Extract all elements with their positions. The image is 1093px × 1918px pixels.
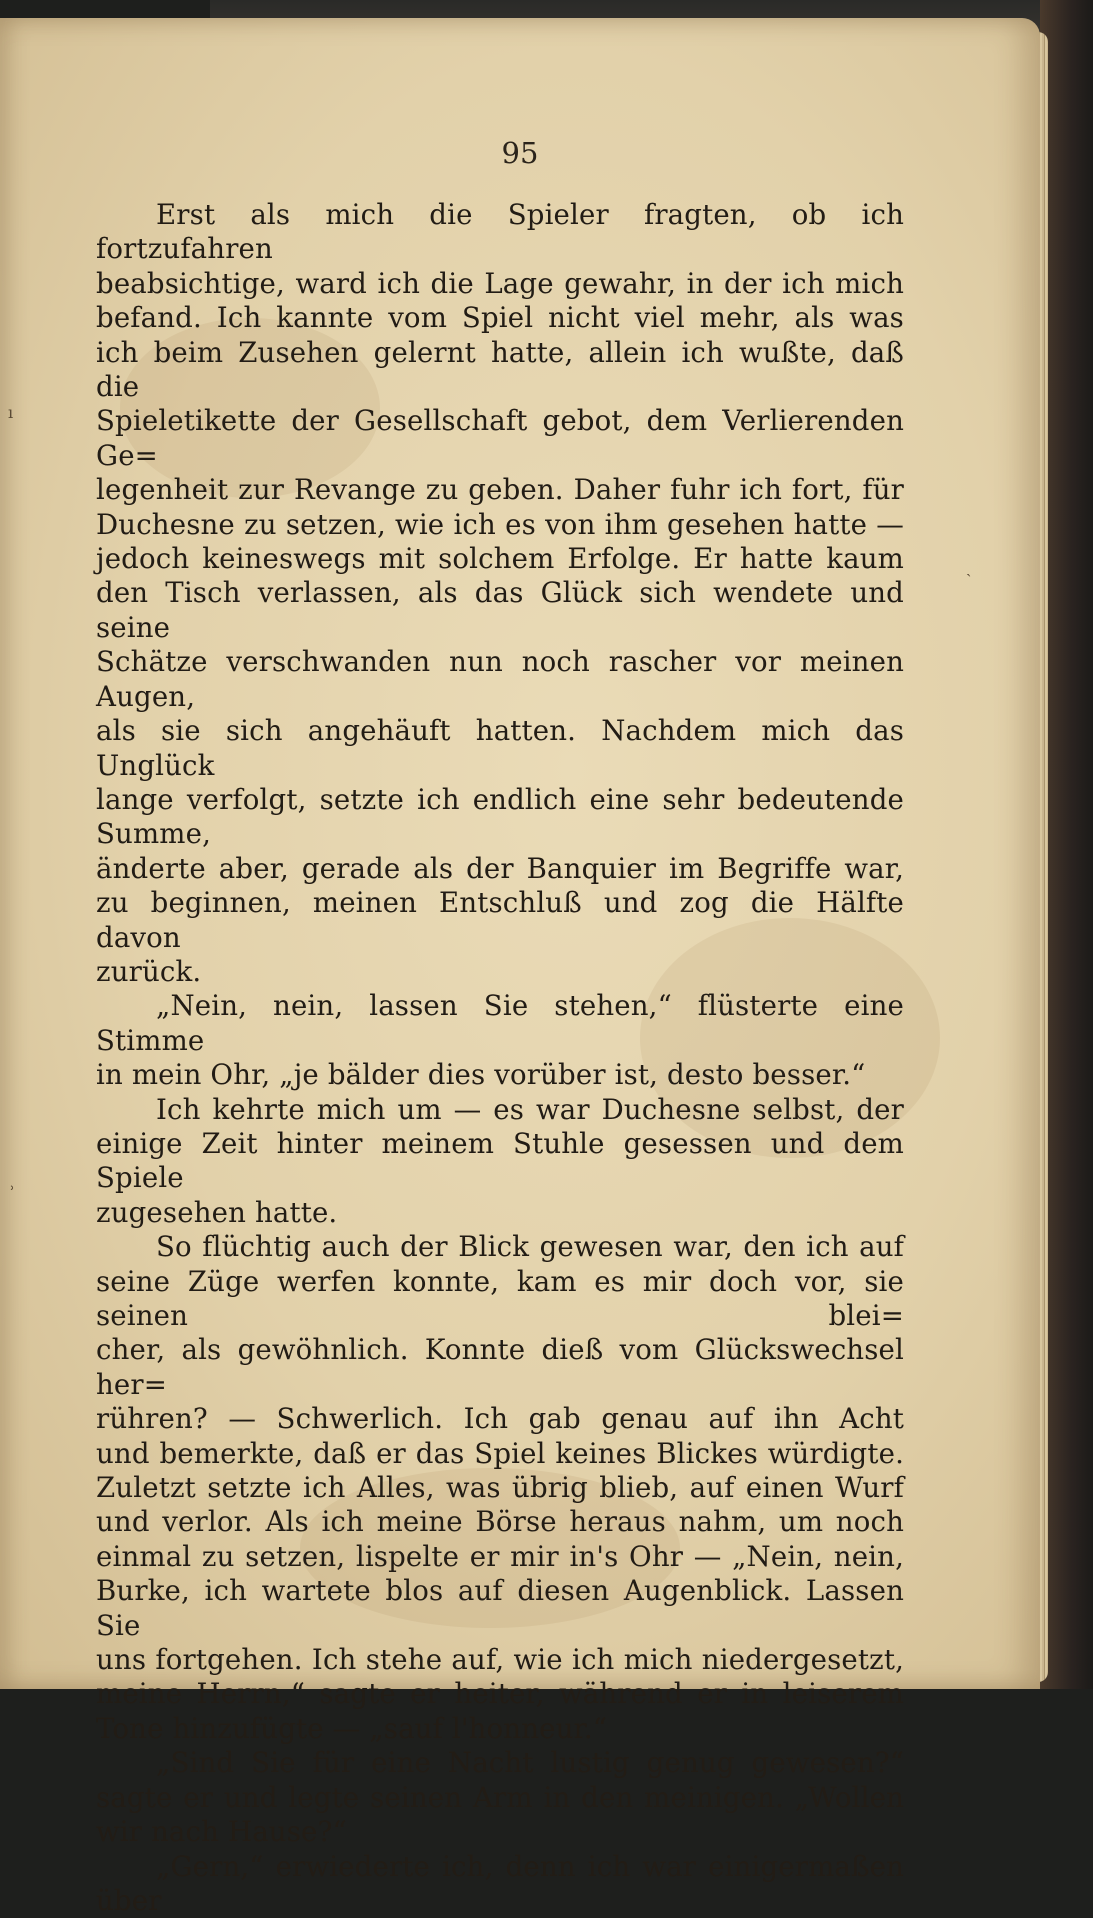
text-line: einige Zeit hinter meinem Stuhle gesessen und dem Spiele: [96, 1127, 904, 1196]
text-line: uns fortgehen. Ich stehe auf, wie ich mich niedergesetzt,: [96, 1643, 904, 1677]
text-line: einmal zu setzen, lispelte er mir in's Ohr — „Nein, nein,: [96, 1540, 904, 1574]
text-line: Duchesne zu setzen, wie ich es von ihm gesehen hatte —: [96, 508, 904, 542]
margin-mark: ʾ: [10, 1183, 15, 1202]
page-number: 95: [0, 136, 1040, 170]
text-line: meine Herrn,“ sagte er heiter, während er in leiserem: [96, 1677, 904, 1711]
text-line: änderte aber, gerade als der Banquier im Begriffe war,: [96, 852, 904, 886]
text-line: Tone hinzufügte — „sauf l'honneur.“: [96, 1712, 904, 1746]
text-line: den Tisch verlassen, als das Glück sich wendete und seine: [96, 576, 904, 645]
text-line: als sie sich angehäuft hatten. Nachdem mich das Unglück: [96, 714, 904, 783]
text-line: wir nach Hause?“: [96, 1815, 904, 1849]
text-line: zu beginnen, meinen Entschluß und zog die Hälfte davon: [96, 886, 904, 955]
text-line: Ich kehrte mich um — es war Duchesne selbst, der: [96, 1093, 904, 1127]
margin-mark: ı: [8, 403, 13, 422]
text-line: So flüchtig auch der Blick gewesen war, den ich auf: [96, 1230, 904, 1264]
text-line: „Gern,“ erwiederte ich, denn ich war einigermaßen über: [96, 1850, 904, 1918]
text-line: beabsichtige, ward ich die Lage gewahr, in der ich mich: [96, 267, 904, 301]
text-line: jedoch keineswegs mit solchem Erfolge. Er hatte kaum: [96, 542, 904, 576]
text-line: Erst als mich die Spieler fragten, ob ich fortzufahren: [96, 198, 904, 267]
margin-mark: ˏ: [966, 558, 971, 578]
text-line: legenheit zur Revange zu geben. Daher fuhr ich fort, für: [96, 473, 904, 507]
text-line: Burke, ich wartete blos auf diesen Augenblick. Lassen Sie: [96, 1574, 904, 1643]
text-line: Schätze verschwanden nun noch rascher vor meinen Augen,: [96, 645, 904, 714]
text-line: zurück.: [96, 955, 904, 989]
text-line: seine Züge werfen konnte, kam es mir doch vor, sie seinen blei=: [96, 1265, 904, 1334]
text-line: „Sind Sie für eine Nacht lustig genug gewesen?“: [96, 1746, 904, 1780]
text-line: befand. Ich kannte vom Spiel nicht viel mehr, als was: [96, 301, 904, 335]
text-line: cher, als gewöhnlich. Konnte dieß vom Glückswechsel her=: [96, 1333, 904, 1402]
text-line: rühren? — Schwerlich. Ich gab genau auf ihn Acht: [96, 1402, 904, 1436]
text-line: und bemerkte, daß er das Spiel keines Blickes würdigte.: [96, 1437, 904, 1471]
text-line: und verlor. Als ich meine Börse heraus nahm, um noch: [96, 1505, 904, 1539]
text-line: sagte er und legte seinen Arm in den meinigen. „Wollen: [96, 1781, 904, 1815]
text-line: ich beim Zusehen gelernt hatte, allein ich wußte, daß die: [96, 336, 904, 405]
text-line: in mein Ohr, „je bälder dies vorüber ist, desto besser.“: [96, 1058, 904, 1092]
text-line: Zuletzt setzte ich Alles, was übrig blieb, auf einen Wurf: [96, 1471, 904, 1505]
text-line: Spieletikette der Gesellschaft gebot, dem Verlierenden Ge=: [96, 404, 904, 473]
book-page: [0, 18, 1040, 1689]
text-line: lange verfolgt, setzte ich endlich eine sehr bedeutende Summe,: [96, 783, 904, 852]
text-line: „Nein, nein, lassen Sie stehen,“ flüsterte eine Stimme: [96, 989, 904, 1058]
text-line: zugesehen hatte.: [96, 1196, 904, 1230]
body-text: [96, 198, 904, 1918]
